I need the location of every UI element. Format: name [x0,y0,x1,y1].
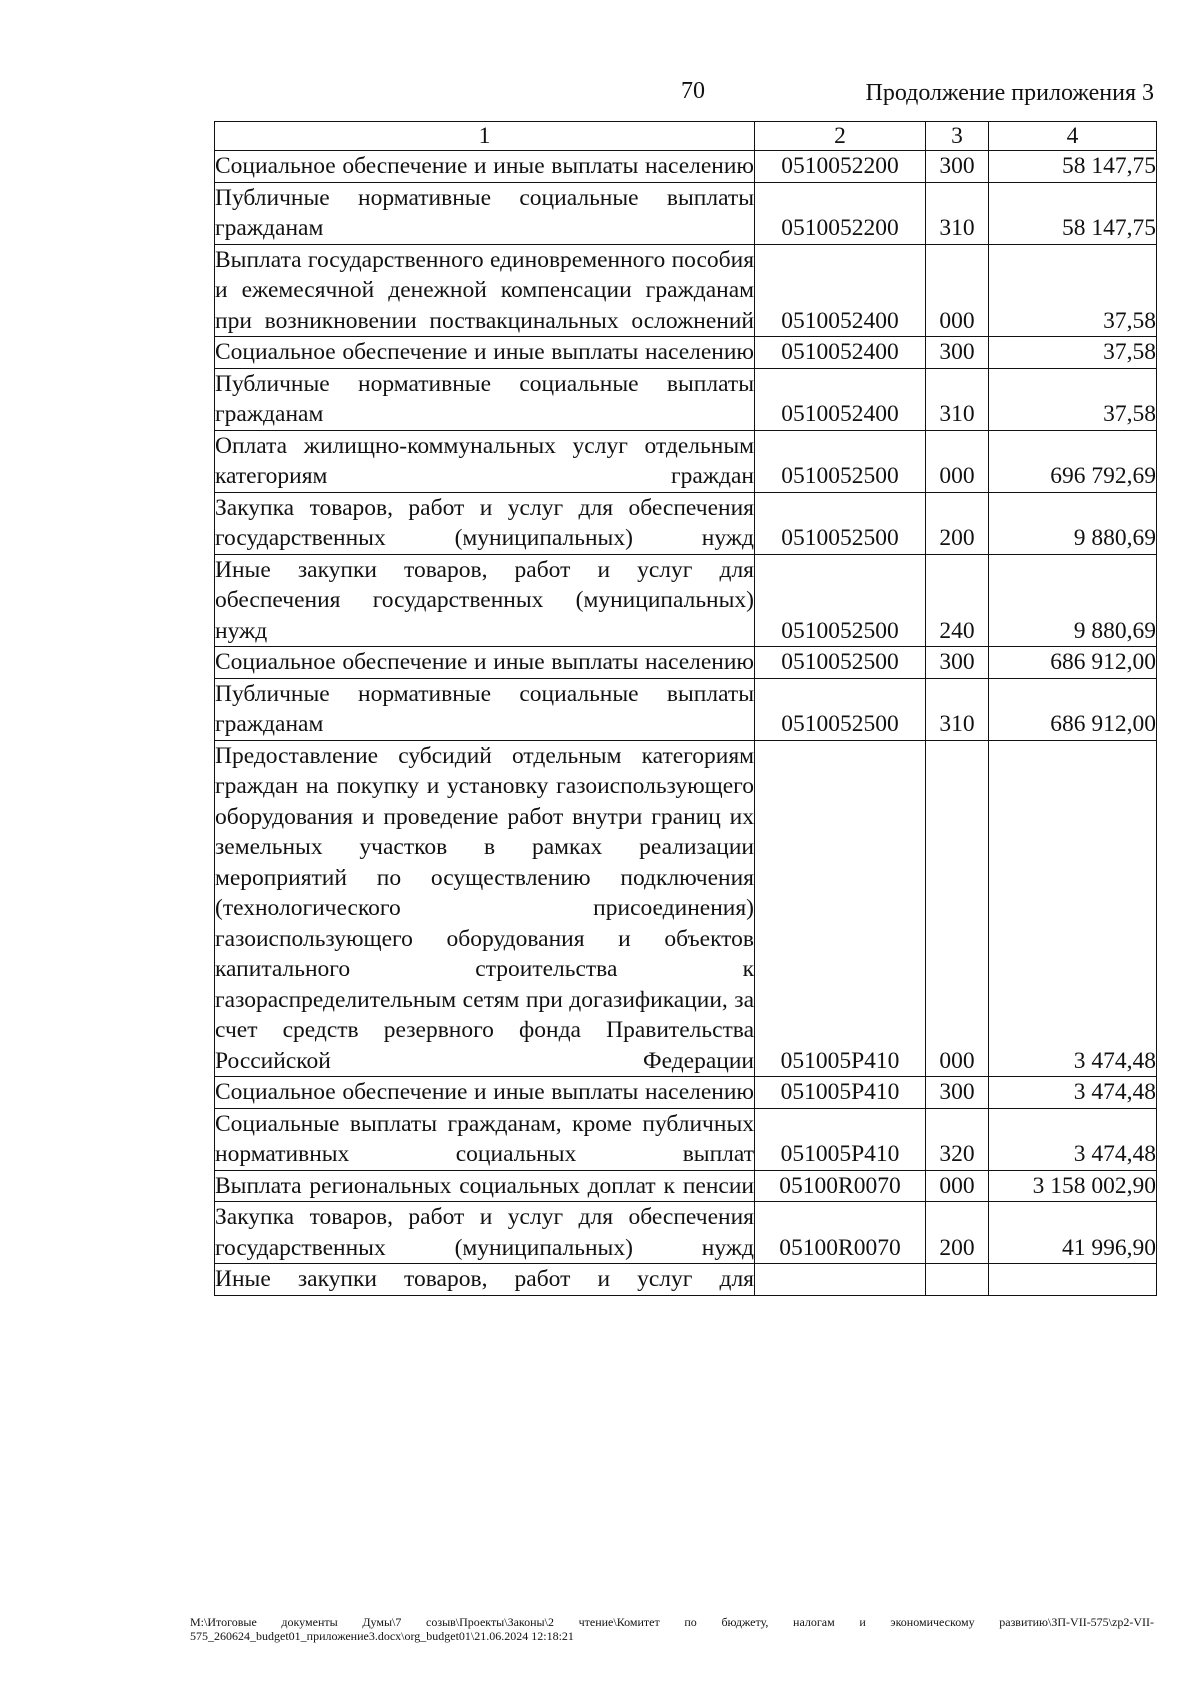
row-description: Закупка товаров, работ и услуг для обеспечения государственных (муниципальных) нужд [215,492,755,554]
row-amount: 37,58 [989,244,1157,337]
row-description: Социальное обеспечение и иные выплаты населению [215,1077,755,1109]
table-row [215,1170,1157,1202]
row-amount: 58 147,75 [989,151,1157,183]
row-code: 0510052400 [755,368,926,430]
table-row [215,1108,1157,1170]
row-code: 0510052500 [755,647,926,679]
budget-table [214,121,1157,1296]
row-expense-type: 000 [926,1170,989,1202]
column-header: 2 [755,122,926,151]
row-expense-type: 240 [926,554,989,647]
row-description: Социальное обеспечение и иные выплаты населению [215,647,755,679]
header-row [215,122,1157,151]
row-description: Оплата жилищно-коммунальных услуг отдельным категориям граждан [215,430,755,492]
row-code: 0510052200 [755,182,926,244]
row-description: Социальные выплаты гражданам, кроме публичных нормативных социальных выплат [215,1108,755,1170]
row-amount: 41 996,90 [989,1202,1157,1264]
row-description: Выплата государственного единовременного пособия и ежемесячной денежной компенсации гражданам при возникновении поствакцинальных осложнений [215,244,755,337]
table-row [215,1264,1157,1296]
row-code: 0510052500 [755,554,926,647]
row-code: 0510052400 [755,244,926,337]
column-header: 3 [926,122,989,151]
row-amount: 3 158 002,90 [989,1170,1157,1202]
row-description: Публичные нормативные социальные выплаты гражданам [215,368,755,430]
row-expense-type: 200 [926,1202,989,1264]
row-expense-type: 000 [926,244,989,337]
row-expense-type: 000 [926,740,989,1077]
row-amount: 37,58 [989,337,1157,369]
table-row [215,151,1157,183]
row-expense-type: 310 [926,182,989,244]
row-code [755,1264,926,1296]
footer-file-path: М:\Итоговые документы Думы\7 созыв\Проекты\Законы\2 чтение\Комитет по бюджету, налогам и экономическому развитию\ЗП-VII-575\zp2-VII-575_260624_budget01_приложение3.docx\org_budget01\21.06.2024 12:18:21 [190,1615,1154,1643]
column-header: 1 [215,122,755,151]
row-code: 0510052200 [755,151,926,183]
table-row [215,244,1157,337]
row-description: Социальное обеспечение и иные выплаты населению [215,337,755,369]
page-number: 70 [681,78,705,104]
row-expense-type: 300 [926,1077,989,1109]
row-amount [989,1264,1157,1296]
row-expense-type: 310 [926,678,989,740]
continuation-label: Продолжение приложения 3 [865,80,1154,106]
row-expense-type: 000 [926,430,989,492]
table-row [215,182,1157,244]
row-description: Публичные нормативные социальные выплаты гражданам [215,678,755,740]
table-row [215,337,1157,369]
row-expense-type: 200 [926,492,989,554]
table-row [215,647,1157,679]
table-row [215,554,1157,647]
row-expense-type: 300 [926,647,989,679]
row-description: Иные закупки товаров, работ и услуг для [215,1264,755,1296]
row-expense-type [926,1264,989,1296]
table-body [215,151,1157,1296]
row-amount: 696 792,69 [989,430,1157,492]
table-row [215,1202,1157,1264]
row-description: Предоставление субсидий отдельным категориям граждан на покупку и установку газоиспользующего оборудования и проведение работ внутри границ их земельных участков в рамках реализации мероприятий по осуществлению подключения (технологического присоединения) газоиспользующего оборудования и объектов капитального строительства к газораспределительным сетям при догазификации, за счет средств резервного фонда Правительства Российской Федерации [215,740,755,1077]
row-code: 0510052500 [755,492,926,554]
row-description: Закупка товаров, работ и услуг для обеспечения государственных (муниципальных) нужд [215,1202,755,1264]
row-amount: 58 147,75 [989,182,1157,244]
row-amount: 3 474,48 [989,1077,1157,1109]
row-amount: 9 880,69 [989,554,1157,647]
row-code: 051005Р410 [755,740,926,1077]
row-expense-type: 300 [926,151,989,183]
row-description: Выплата региональных социальных доплат к пенсии [215,1170,755,1202]
row-description: Социальное обеспечение и иные выплаты населению [215,151,755,183]
row-amount: 37,58 [989,368,1157,430]
row-expense-type: 320 [926,1108,989,1170]
table-row [215,368,1157,430]
row-code: 051005Р410 [755,1108,926,1170]
row-code: 0510052400 [755,337,926,369]
row-code: 05100R0070 [755,1170,926,1202]
row-amount: 686 912,00 [989,678,1157,740]
row-amount: 686 912,00 [989,647,1157,679]
table-row [215,678,1157,740]
row-code: 0510052500 [755,430,926,492]
table-row [215,430,1157,492]
row-amount: 3 474,48 [989,740,1157,1077]
table-row [215,740,1157,1077]
row-amount: 9 880,69 [989,492,1157,554]
row-description: Иные закупки товаров, работ и услуг для обеспечения государственных (муниципальных) нужд [215,554,755,647]
table-row [215,492,1157,554]
row-expense-type: 310 [926,368,989,430]
table-row [215,1077,1157,1109]
column-header: 4 [989,122,1157,151]
row-description: Публичные нормативные социальные выплаты гражданам [215,182,755,244]
row-code: 0510052500 [755,678,926,740]
row-expense-type: 300 [926,337,989,369]
row-code: 05100R0070 [755,1202,926,1264]
row-amount: 3 474,48 [989,1108,1157,1170]
row-code: 051005Р410 [755,1077,926,1109]
